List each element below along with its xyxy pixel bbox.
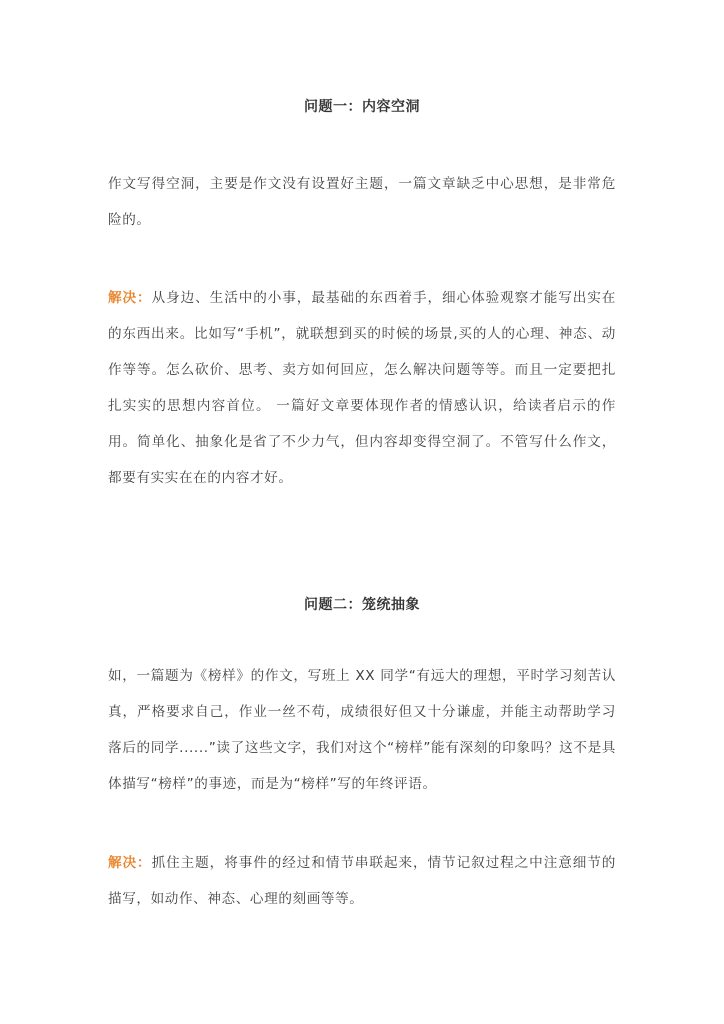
section-1-solution-text: 从身边、生活中的小事，最基础的东西着手，细心体验观察才能写出实在的东西出来。比如写“手机”，就联想到买的时候的场景,买的人的心理、神态、动作等等。怎么砍价、思考、卖方如何回应，怎么解决问题等等。而且一定要把扎扎实实的思想内容首位。 一篇好文章要体现作者的情感认识，给读者启示的作用。简单化、抽象化是省了不少力气，但内容却变得空洞了。不管写什么作文，都要有实实在在的内容才好。	[108, 290, 616, 486]
section-2-solution-text: 抓住主题，将事件的经过和情节串联起来，情节记叙过程之中注意细节的描写，如动作、神态、心理的刻画等等。	[108, 855, 616, 907]
section-2-solution	[108, 845, 616, 917]
section-1-heading: 问题一：内容空洞	[304, 99, 420, 115]
section-1-intro: 作文写得空洞，主要是作文没有设置好主题，一篇文章缺乏中心思想，是非常危险的。	[108, 176, 616, 228]
section-2-heading: 问题二：笼统抽象	[304, 597, 420, 613]
section-1-solution	[108, 280, 616, 496]
section-2-intro: 如，一篇题为《榜样》的作文，写班上 XX 同学“有远大的理想，平时学习刻苦认真，严格要求自己，作业一丝不苟，成绩很好但又十分谦虚，并能主动帮助学习落后的同学......”读了这些文字，我们对这个“榜样”能有深刻的印象吗？这不是具体描写“榜样”的事迹，而是为“榜样”写的年终评语。	[108, 668, 616, 792]
solution-label: 解决：	[108, 855, 152, 871]
solution-label: 解决：	[108, 290, 152, 306]
